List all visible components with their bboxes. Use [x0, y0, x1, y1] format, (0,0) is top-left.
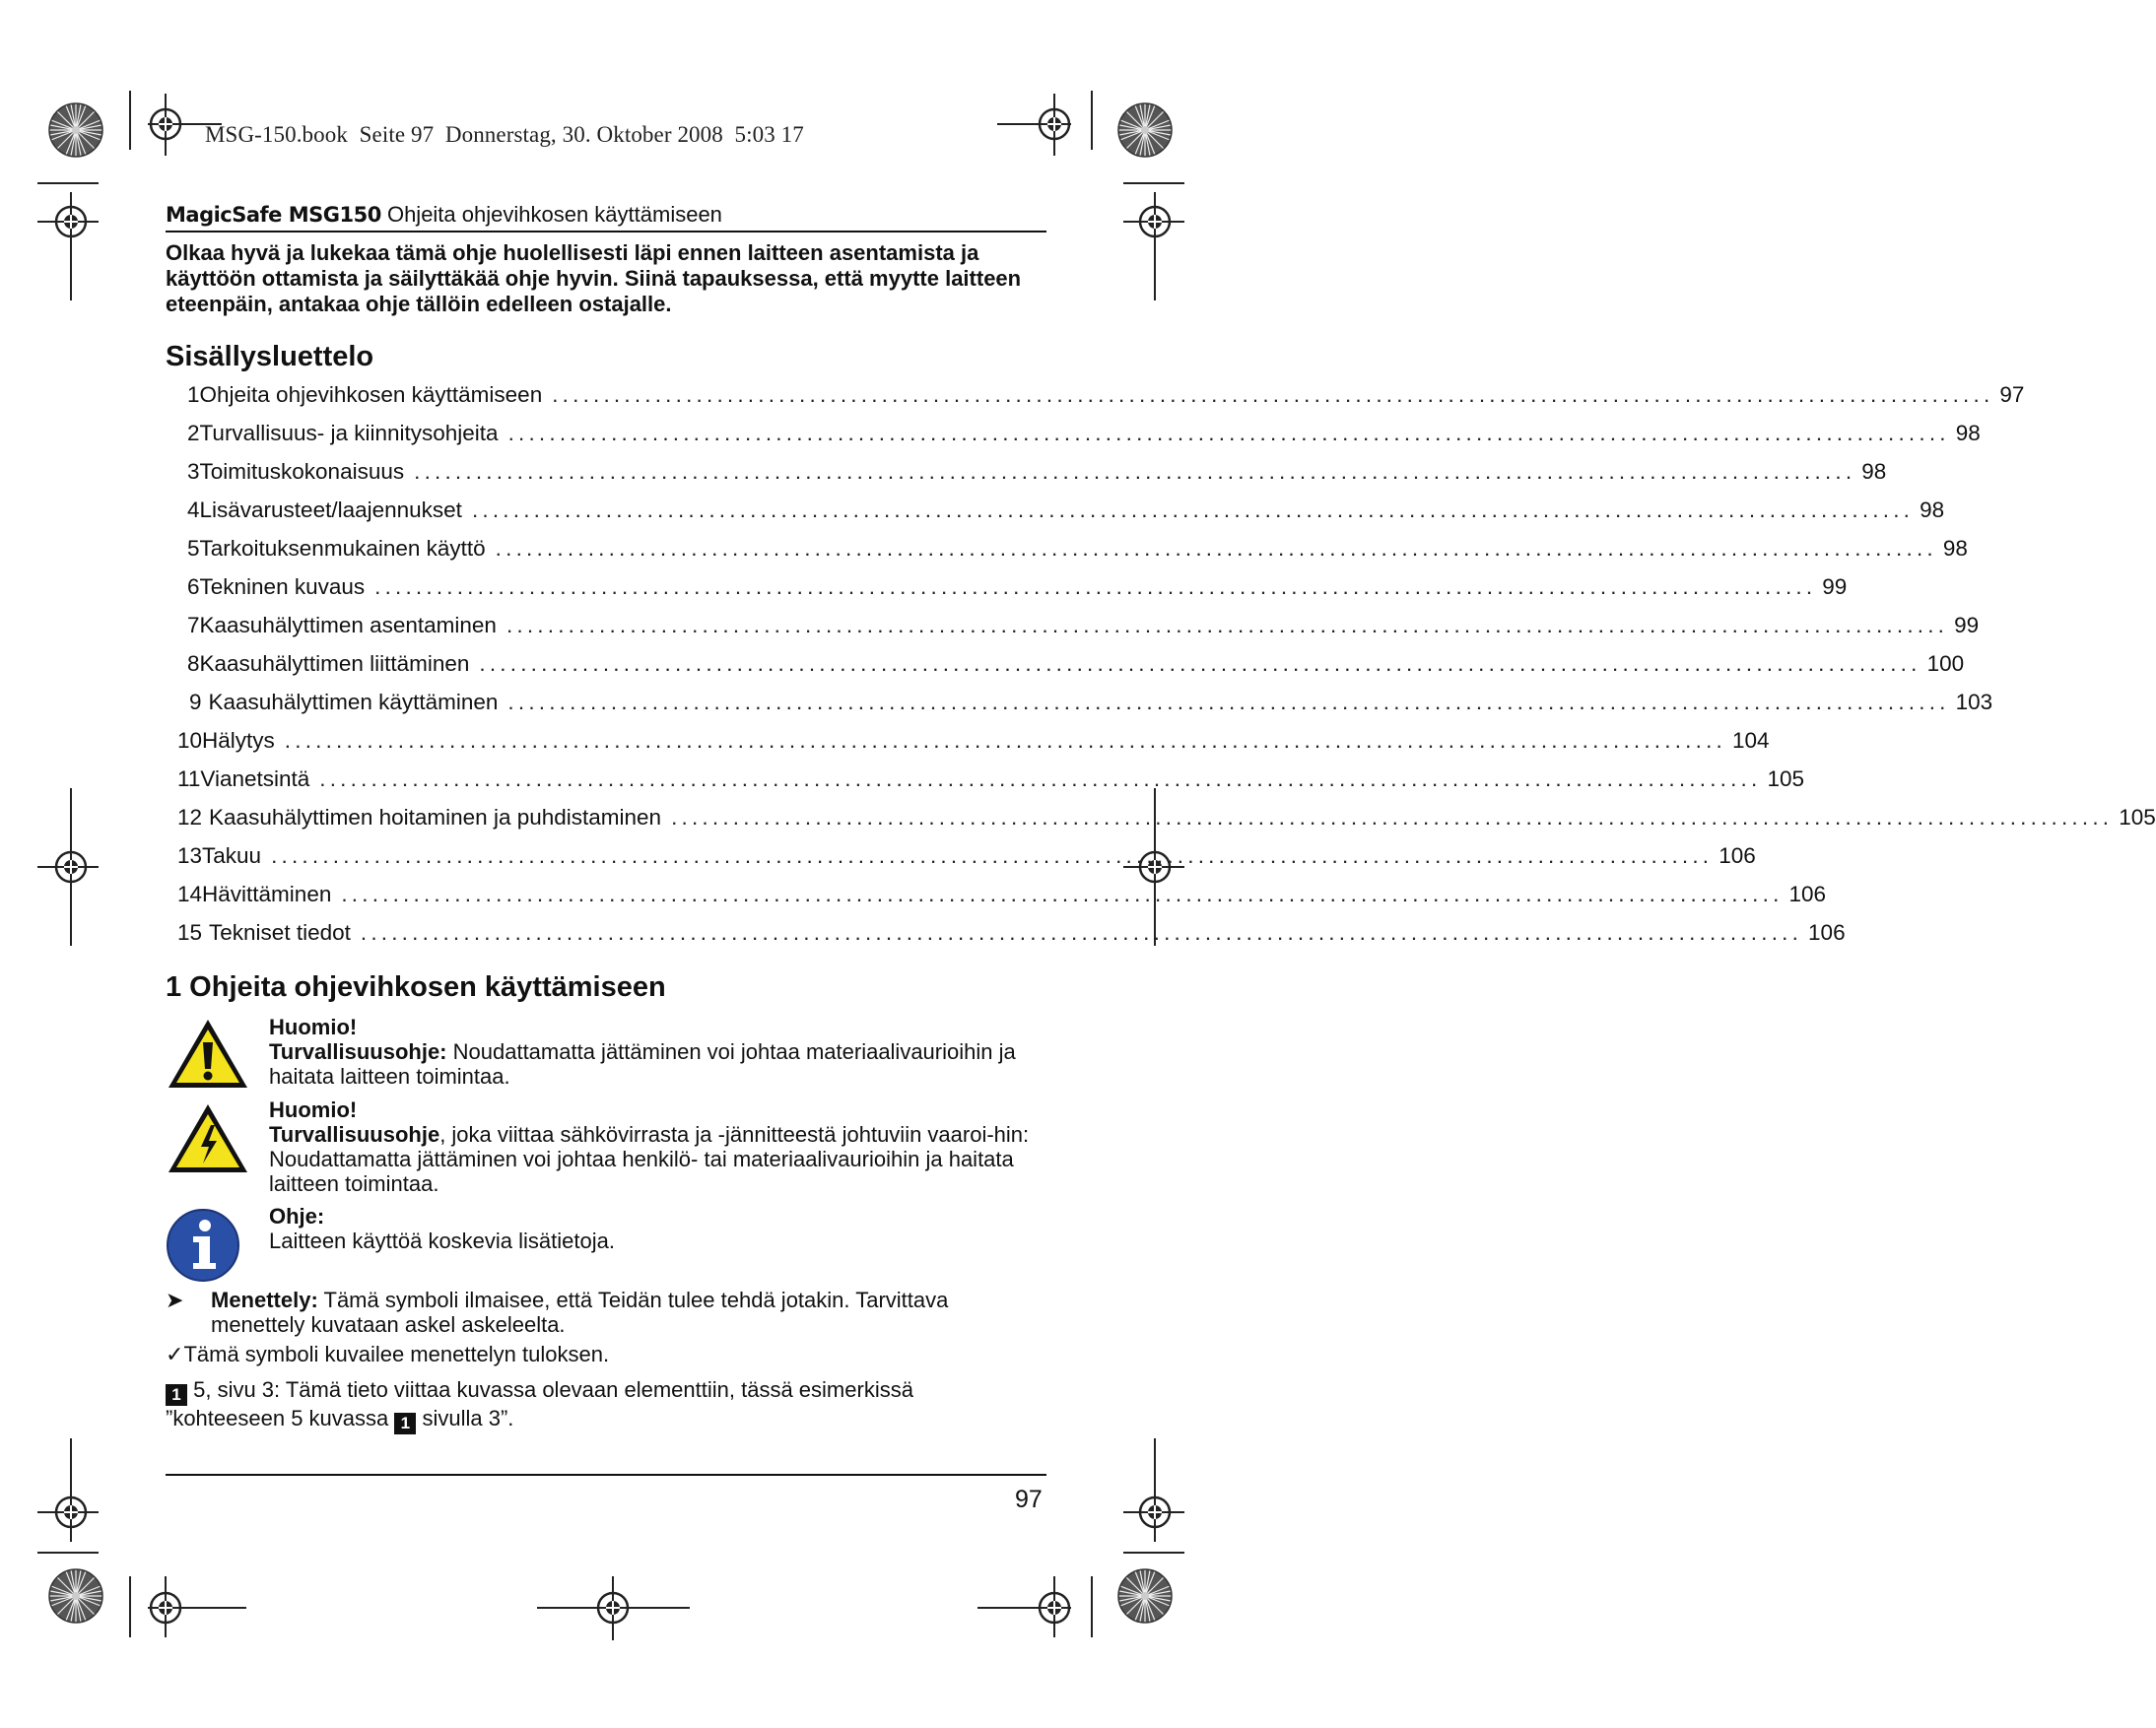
toc-entry-title: Takuu: [202, 843, 262, 868]
toc-entry-title: Hälytys: [202, 728, 275, 753]
toc-entry-page: 98: [1955, 421, 1981, 445]
toc-entry: [187, 651, 1965, 681]
toc-entry: [187, 459, 1887, 489]
running-head: [166, 202, 1046, 233]
toc-entry-page: 103: [1955, 690, 1993, 714]
info-icon: [166, 1208, 240, 1283]
toc-entry-page: 98: [1942, 536, 1968, 561]
toc-entry: [177, 843, 1756, 873]
toc-entry-number: 2: [187, 421, 200, 445]
figure-number-box: 1: [166, 1384, 187, 1406]
starburst-mark-bottom-left: [49, 1569, 102, 1623]
toc-dot-leader: ............................................................................................................................................: [271, 843, 1714, 868]
notice-title: Huomio!: [269, 1015, 358, 1039]
toc-entry-page: 106: [1808, 920, 1846, 945]
notice-body: Noudattamatta jättäminen voi johtaa materiaalivaurioihin ja haitata laitteen toimintaa.: [269, 1039, 1016, 1089]
electric-hazard-icon: [166, 1101, 250, 1176]
toc-entry: [187, 536, 1968, 565]
toc-entry-number: 9: [189, 690, 202, 714]
toc-entry-page: 99: [1954, 613, 1980, 637]
footer-rule: [166, 1474, 1046, 1476]
result-paragraph: [166, 1342, 1052, 1366]
toc-dot-leader: ............................................................................................................................................: [495, 536, 1937, 561]
toc-entry: [177, 766, 1804, 796]
toc-entry-number: 6: [187, 574, 200, 599]
toc-dot-leader: ............................................................................................................................................: [374, 574, 1817, 599]
slug-line: MSG-150.book Seite 97 Donnerstag, 30. Oktober 2008 5:03 17: [205, 122, 804, 147]
section-heading: 1 Ohjeita ohjevihkosen käyttämiseen: [166, 971, 666, 1003]
toc-dot-leader: ............................................................................................................................................: [341, 882, 1784, 906]
toc-entry-number: 3: [187, 459, 200, 484]
toc-entry-number: 8: [187, 651, 200, 676]
toc-dot-leader: ............................................................................................................................................: [319, 766, 1762, 791]
toc-entry-page: 105: [1767, 766, 1804, 791]
toc-entry-page: 100: [1926, 651, 1965, 676]
reference-body-b: sivulla 3”.: [416, 1406, 514, 1430]
toc-entry-number: 13: [177, 843, 203, 868]
toc-entry-page: 105: [2119, 805, 2156, 830]
notice-lead: Turvallisuusohje:: [269, 1039, 447, 1064]
page-number: 97: [1015, 1486, 1043, 1513]
intro-paragraph: Olkaa hyvä ja lukekaa tämä ohje huolellisesti läpi ennen laitteen asentamista ja käyttöön ottamista ja säilyttäkää ohje hyvin. Siinä tapauksessa, että myytte laitteen eteenpäin, antakaa ohje tällöin edelleen ostajalle.: [166, 240, 1022, 316]
toc-dot-leader: ............................................................................................................................................: [552, 382, 1994, 407]
toc-entry: [177, 882, 1827, 911]
toc-entry-title: Ohjeita ohjevihkosen käyttämiseen: [199, 382, 543, 407]
toc-entry-title: Lisävarusteet/laajennukset: [199, 498, 462, 522]
toc-dot-leader: ............................................................................................................................................: [284, 728, 1726, 753]
toc-entry: [189, 690, 1993, 719]
starburst-mark-bottom-right: [1118, 1569, 1172, 1623]
toc-entry-number: 4: [187, 498, 200, 522]
notice-info: [269, 1204, 1057, 1253]
checkmark-icon: ✓: [166, 1342, 184, 1366]
notice-warning: [269, 1015, 1057, 1089]
toc-dot-leader: ............................................................................................................................................: [471, 498, 1915, 522]
toc-dot-leader: ............................................................................................................................................: [507, 690, 1950, 714]
toc-entry-title: Tarkoituksenmukainen käyttö: [199, 536, 486, 561]
warning-triangle-icon: [166, 1017, 250, 1092]
starburst-mark-top-right: [1118, 103, 1172, 157]
toc-entry-page: 106: [1718, 843, 1756, 868]
toc-entry: [187, 498, 1945, 527]
toc-entry: [177, 728, 1770, 758]
toc-entry-page: 97: [1999, 382, 2025, 407]
result-body: Tämä symboli kuvailee menettelyn tuloksen.: [183, 1342, 610, 1366]
toc-entry-page: 98: [1861, 459, 1887, 484]
toc-entry-page: 106: [1788, 882, 1827, 906]
procedure-lead: Menettely:: [211, 1288, 318, 1312]
notice-title: Ohje:: [269, 1204, 325, 1229]
toc-entry-title: Toimituskokonaisuus: [199, 459, 405, 484]
toc-entry: [187, 613, 1980, 642]
toc-entry-title: Vianetsintä: [200, 766, 310, 791]
toc-entry: [187, 382, 2025, 412]
toc-entry-title: Kaasuhälyttimen käyttäminen: [208, 690, 499, 714]
toc-dot-leader: ............................................................................................................................................: [360, 920, 1803, 945]
procedure-paragraph: [211, 1288, 1029, 1337]
toc-entry-title: Turvallisuus- ja kiinnitysohjeita: [199, 421, 499, 445]
brand-name: MagicSafe MSG150: [166, 203, 381, 227]
toc-entry-title: Tekninen kuvaus: [199, 574, 366, 599]
procedure-body: Tämä symboli ilmaisee, että Teidän tulee tehdä jotakin. Tarvittava menettely kuvataan askel askeleelta.: [211, 1288, 949, 1337]
toc-dot-leader: ............................................................................................................................................: [505, 613, 1949, 637]
toc-entry-number: 7: [187, 613, 200, 637]
toc-entry: [177, 920, 1846, 950]
toc-dot-leader: ............................................................................................................................................: [414, 459, 1856, 484]
toc-entry-number: 15: [177, 920, 203, 945]
reference-body-a: 5, sivu 3: Tämä tieto viittaa kuvassa olevaan elementtiin, tässä esimerkissä ”kohteeseen 5 kuvassa: [166, 1377, 913, 1430]
toc-entry-title: Hävittäminen: [202, 882, 332, 906]
toc-entry-title: Kaasuhälyttimen liittäminen: [199, 651, 470, 676]
toc-entry-page: 104: [1731, 728, 1770, 753]
notice-body: Laitteen käyttöä koskevia lisätietoja.: [269, 1229, 615, 1253]
toc-entry-number: 11: [177, 766, 201, 791]
toc-entry: [177, 805, 2156, 834]
toc-dot-leader: ............................................................................................................................................: [671, 805, 2114, 830]
toc-entry-number: 14: [177, 882, 203, 906]
toc-entry-page: 99: [1822, 574, 1848, 599]
toc-entry-number: 12: [177, 805, 203, 830]
toc-dot-leader: ............................................................................................................................................: [479, 651, 1921, 676]
starburst-mark-top-left: [49, 103, 102, 157]
toc-entry-number: 10: [177, 728, 203, 753]
toc-dot-leader: ............................................................................................................................................: [507, 421, 1950, 445]
toc-entry-title: Kaasuhälyttimen hoitaminen ja puhdistaminen: [209, 805, 662, 830]
notice-body: , joka viittaa sähkövirrasta ja -jännitteestä johtuviin vaaroi-hin: Noudattamatta jättäminen voi johtaa henkilö- tai materiaalivaurioihin ja haitata laitteen toimintaa.: [269, 1122, 1030, 1196]
reference-paragraph: [166, 1377, 1033, 1434]
toc-entry: [187, 421, 1981, 450]
running-head-title: Ohjeita ohjevihkosen käyttämiseen: [386, 202, 722, 227]
toc-entry-title: Tekniset tiedot: [209, 920, 351, 945]
toc-entry-number: 1: [187, 382, 200, 407]
notice-electric: [269, 1097, 1057, 1196]
notice-title: Huomio!: [269, 1097, 358, 1122]
figure-number-box: 1: [394, 1413, 416, 1434]
toc-entry-page: 98: [1920, 498, 1945, 522]
toc-entry-title: Kaasuhälyttimen asentaminen: [199, 613, 497, 637]
toc-entry-number: 5: [187, 536, 200, 561]
toc-heading: Sisällysluettelo: [166, 341, 374, 372]
toc-entry: [187, 574, 1848, 604]
arrow-icon: ➤: [166, 1288, 184, 1312]
notice-lead: Turvallisuusohje: [269, 1122, 440, 1147]
